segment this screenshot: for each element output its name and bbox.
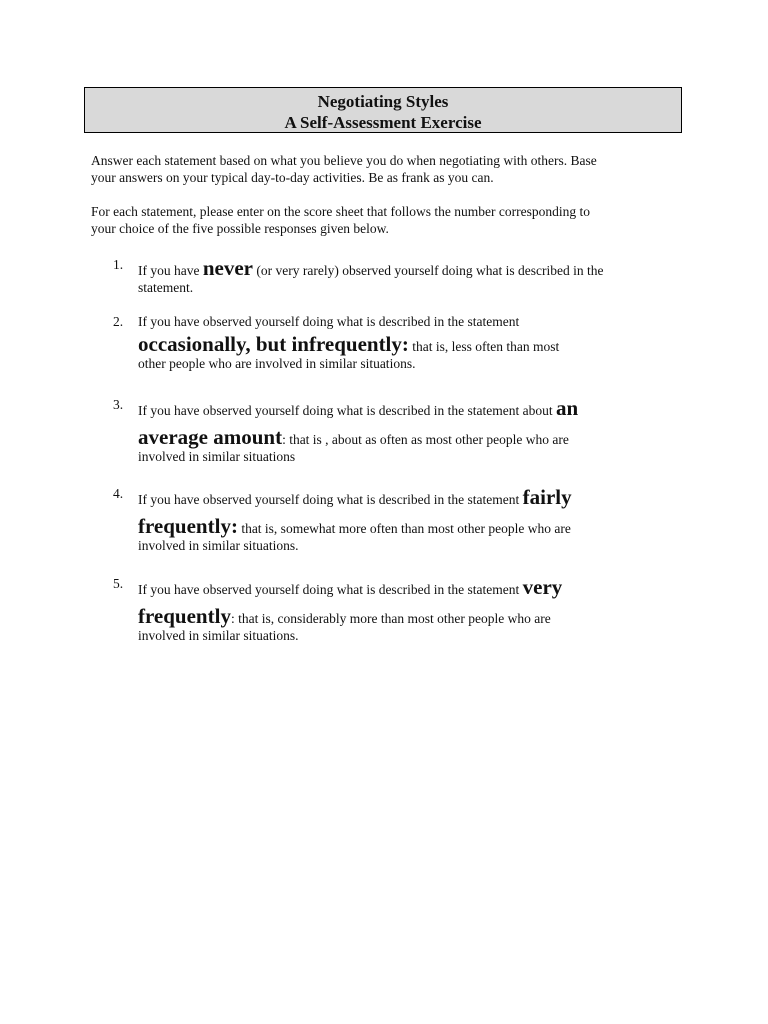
page-subtitle: A Self-Assessment Exercise <box>284 113 482 132</box>
item-text: that is, less often than most <box>408 339 560 354</box>
item-text: involved in similar situations. <box>138 628 299 643</box>
list-item <box>113 574 686 645</box>
item-emphasis: very <box>522 575 563 599</box>
item-text: : that is , about as often as most other people who are <box>282 432 569 447</box>
item-text: statement. <box>138 280 194 295</box>
intro-paragraph-1 <box>91 152 691 186</box>
item-number: 4. <box>113 486 124 501</box>
list-item <box>113 395 686 466</box>
item-text: involved in similar situations <box>138 449 296 464</box>
intro-line: your choice of the five possible responses given below. <box>91 221 389 236</box>
page-title: Negotiating Styles <box>317 92 449 111</box>
item-number: 1. <box>113 257 124 272</box>
item-number: 2. <box>113 314 124 329</box>
list-item <box>113 484 686 555</box>
item-text: If you have observed yourself doing what is described in the statement <box>138 492 523 507</box>
item-emphasis: never <box>202 256 254 280</box>
item-number: 5. <box>113 576 124 591</box>
item-text: If you have observed yourself doing what is described in the statement <box>138 314 520 329</box>
item-emphasis: average amount <box>138 425 283 449</box>
item-text: that is, somewhat more often than most other people who are <box>237 521 571 536</box>
item-text: other people who are involved in similar situations. <box>138 356 416 371</box>
item-text: involved in similar situations. <box>138 538 299 553</box>
intro-line: your answers on your typical day-to-day activities. Be as frank as you can. <box>91 170 494 185</box>
item-emphasis: occasionally, but infrequently: <box>138 332 409 356</box>
item-emphasis: frequently <box>138 604 231 628</box>
item-text: (or very rarely) observed yourself doing what is described in the <box>253 263 604 278</box>
item-number: 3. <box>113 397 124 412</box>
item-text: If you have observed yourself doing what is described in the statement <box>138 582 523 597</box>
intro-line: Answer each statement based on what you believe you do when negotiating with others. Base <box>91 153 597 168</box>
item-emphasis: an <box>556 396 579 420</box>
item-text: If you have <box>138 263 203 278</box>
intro-paragraph-2 <box>91 203 691 237</box>
item-emphasis: fairly <box>522 485 572 509</box>
list-item <box>113 312 686 373</box>
list-item <box>113 255 686 297</box>
item-text: If you have observed yourself doing what is described in the statement about <box>138 403 557 418</box>
item-text: : that is, considerably more than most other people who are <box>230 611 551 626</box>
item-emphasis: frequently: <box>138 514 238 538</box>
title-box <box>84 87 682 133</box>
intro-line: For each statement, please enter on the score sheet that follows the number corresponding to <box>91 204 590 219</box>
